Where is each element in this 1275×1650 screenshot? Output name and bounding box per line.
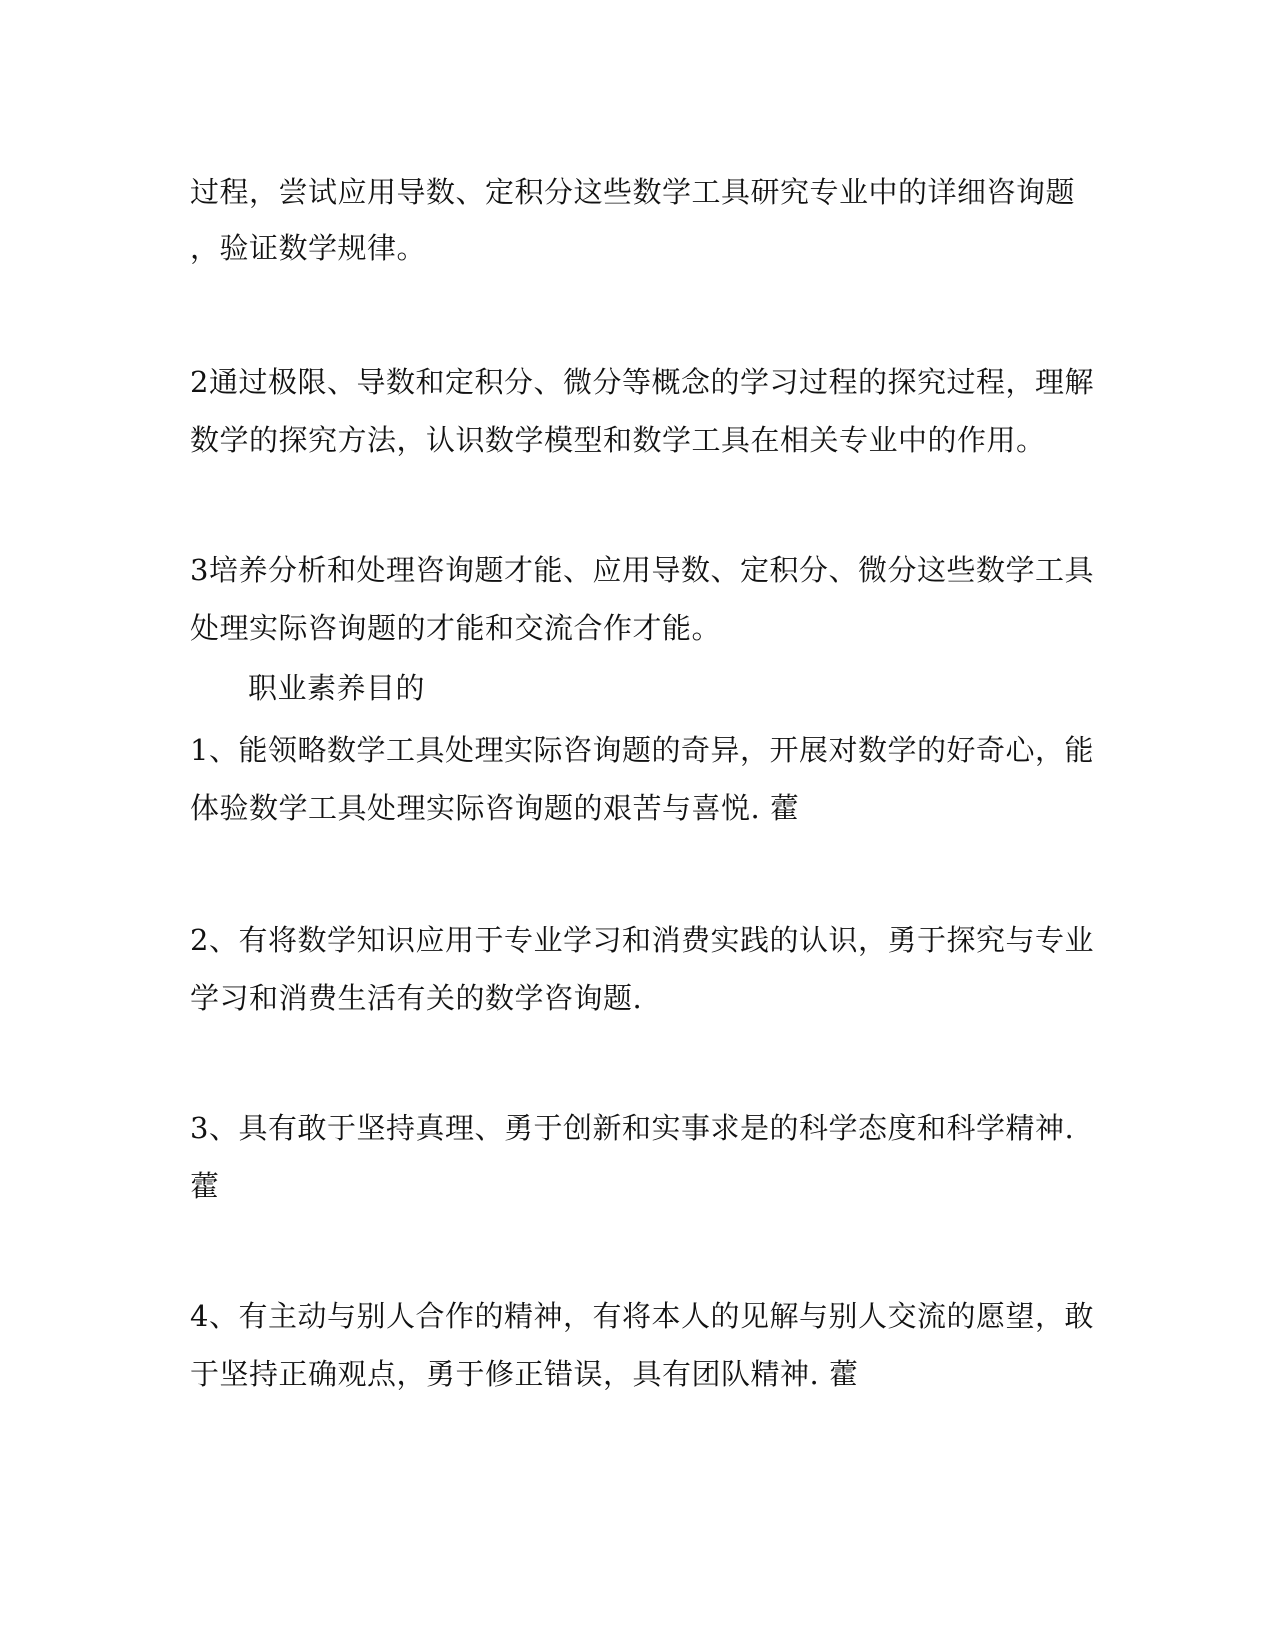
paragraph-line: 于坚持正确观点，勇于修正错误，具有团队精神. 藿 <box>190 1357 859 1391</box>
paragraph-line: 3培养分析和处理咨询题才能、应用导数、定积分、微分这些数学工具 <box>190 553 1094 587</box>
paragraph-line: 2通过极限、导数和定积分、微分等概念的学习过程的探究过程，理解 <box>190 365 1094 399</box>
paragraph-line: 体验数学工具处理实际咨询题的艰苦与喜悦. 藿 <box>190 791 800 825</box>
paragraph-line: 数学的探究方法，认识数学模型和数学工具在相关专业中的作用。 <box>190 423 1046 457</box>
paragraph-line: ，验证数学规律。 <box>190 231 427 265</box>
paragraph-line: 3、具有敢于坚持真理、勇于创新和实事求是的科学态度和科学精神. <box>190 1111 1075 1145</box>
paragraph-line: 过程，尝试应用导数、定积分这些数学工具研究专业中的详细咨询题 <box>190 175 1076 209</box>
section-heading: 职业素养目的 <box>248 671 426 705</box>
paragraph-line: 藿 <box>190 1169 220 1203</box>
paragraph-line: 处理实际咨询题的才能和交流合作才能。 <box>190 611 722 645</box>
paragraph-line: 学习和消费生活有关的数学咨询题. <box>190 981 643 1015</box>
paragraph-line: 1、能领略数学工具处理实际咨询题的奇异，开展对数学的好奇心，能 <box>190 733 1094 767</box>
paragraph-line: 2、有将数学知识应用于专业学习和消费实践的认识，勇于探究与专业 <box>190 923 1094 957</box>
paragraph-line: 4、有主动与别人合作的精神，有将本人的见解与别人交流的愿望，敢 <box>190 1299 1094 1333</box>
